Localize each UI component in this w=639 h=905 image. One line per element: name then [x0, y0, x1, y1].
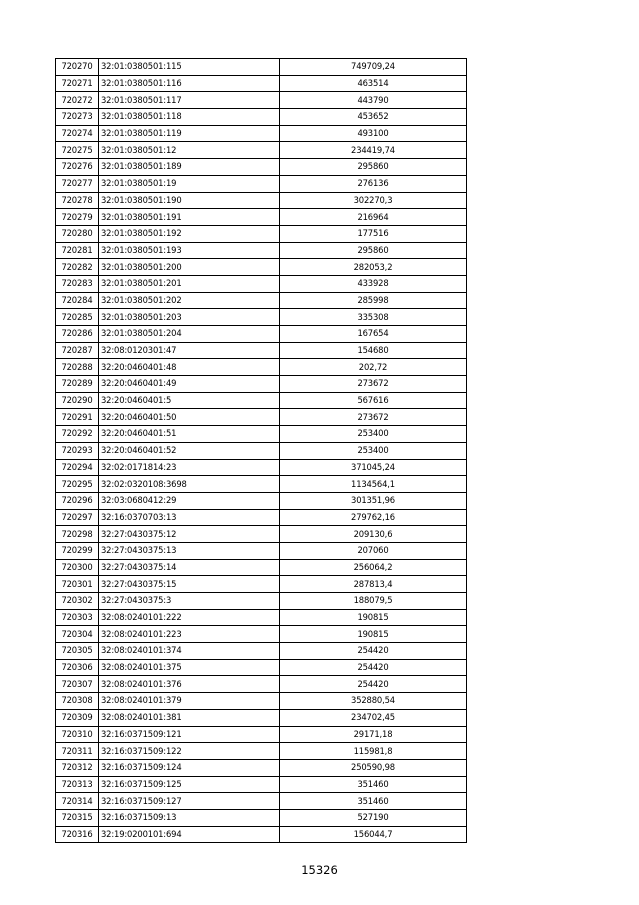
value-cell: 202,72 — [280, 359, 467, 376]
cadastral-number-cell: 32:08:0240101:222 — [99, 609, 280, 626]
value-cell: 352880,54 — [280, 693, 467, 710]
value-cell: 371045,24 — [280, 459, 467, 476]
value-cell: 463514 — [280, 75, 467, 92]
row-number-cell: 720280 — [56, 225, 99, 242]
cadastral-number-cell: 32:01:0380501:119 — [99, 125, 280, 142]
cadastral-number-cell: 32:27:0430375:13 — [99, 542, 280, 559]
table-row — [56, 259, 467, 276]
value-cell: 209130,6 — [280, 526, 467, 543]
cadastral-number-cell: 32:01:0380501:200 — [99, 259, 280, 276]
cadastral-number-cell: 32:20:0460401:52 — [99, 442, 280, 459]
table-row — [56, 526, 467, 543]
value-cell: 250590,98 — [280, 759, 467, 776]
cadastral-number-cell: 32:08:0120301:47 — [99, 342, 280, 359]
value-cell: 749709,24 — [280, 59, 467, 76]
cadastral-number-cell: 32:08:0240101:223 — [99, 626, 280, 643]
value-cell: 302270,3 — [280, 192, 467, 209]
table-row — [56, 559, 467, 576]
value-cell: 234702,45 — [280, 709, 467, 726]
value-cell: 216964 — [280, 209, 467, 226]
value-cell: 273672 — [280, 376, 467, 393]
cadastral-number-cell: 32:16:0371509:125 — [99, 776, 280, 793]
row-number-cell: 720311 — [56, 743, 99, 760]
value-cell: 1134564,1 — [280, 476, 467, 493]
table-row — [56, 542, 467, 559]
row-number-cell: 720276 — [56, 159, 99, 176]
row-number-cell: 720285 — [56, 309, 99, 326]
value-cell: 285998 — [280, 292, 467, 309]
value-cell: 190815 — [280, 609, 467, 626]
table-row — [56, 743, 467, 760]
cadastral-number-cell: 32:16:0371509:124 — [99, 759, 280, 776]
row-number-cell: 720273 — [56, 109, 99, 126]
value-cell: 188079,5 — [280, 593, 467, 610]
cadastral-number-cell: 32:16:0371509:127 — [99, 793, 280, 810]
table-row — [56, 59, 467, 76]
cadastral-number-cell: 32:01:0380501:117 — [99, 92, 280, 109]
table-row — [56, 726, 467, 743]
value-cell: 493100 — [280, 125, 467, 142]
cadastral-number-cell: 32:08:0240101:376 — [99, 676, 280, 693]
table-row — [56, 225, 467, 242]
value-cell: 295860 — [280, 159, 467, 176]
value-cell: 273672 — [280, 409, 467, 426]
row-number-cell: 720275 — [56, 142, 99, 159]
cadastral-number-cell: 32:16:0371509:121 — [99, 726, 280, 743]
cadastral-number-cell: 32:20:0460401:50 — [99, 409, 280, 426]
value-cell: 29171,18 — [280, 726, 467, 743]
row-number-cell: 720286 — [56, 326, 99, 343]
cadastral-number-cell: 32:16:0370703:13 — [99, 509, 280, 526]
value-cell: 234419,74 — [280, 142, 467, 159]
value-cell: 254420 — [280, 643, 467, 660]
row-number-cell: 720302 — [56, 593, 99, 610]
row-number-cell: 720307 — [56, 676, 99, 693]
cadastral-number-cell: 32:16:0371509:13 — [99, 809, 280, 826]
value-cell: 253400 — [280, 442, 467, 459]
value-cell: 351460 — [280, 793, 467, 810]
value-cell: 253400 — [280, 426, 467, 443]
value-cell: 453652 — [280, 109, 467, 126]
table-row — [56, 409, 467, 426]
cadastral-number-cell: 32:01:0380501:202 — [99, 292, 280, 309]
cadastral-number-cell: 32:01:0380501:19 — [99, 175, 280, 192]
table-row — [56, 92, 467, 109]
row-number-cell: 720303 — [56, 609, 99, 626]
cadastral-number-cell: 32:20:0460401:51 — [99, 426, 280, 443]
row-number-cell: 720290 — [56, 392, 99, 409]
table-row — [56, 643, 467, 660]
value-cell: 335308 — [280, 309, 467, 326]
table-row — [56, 359, 467, 376]
cadastral-number-cell: 32:02:0320108:3698 — [99, 476, 280, 493]
value-cell: 256064,2 — [280, 559, 467, 576]
row-number-cell: 720312 — [56, 759, 99, 776]
table-row — [56, 793, 467, 810]
table-row — [56, 309, 467, 326]
row-number-cell: 720288 — [56, 359, 99, 376]
cadastral-number-cell: 32:20:0460401:5 — [99, 392, 280, 409]
cadastral-number-cell: 32:01:0380501:12 — [99, 142, 280, 159]
table-row — [56, 693, 467, 710]
row-number-cell: 720281 — [56, 242, 99, 259]
cadastral-number-cell: 32:02:0171814:23 — [99, 459, 280, 476]
cadastral-number-cell: 32:27:0430375:3 — [99, 593, 280, 610]
table-row — [56, 159, 467, 176]
value-cell: 443790 — [280, 92, 467, 109]
row-number-cell: 720284 — [56, 292, 99, 309]
table-row — [56, 426, 467, 443]
value-cell: 167654 — [280, 326, 467, 343]
row-number-cell: 720309 — [56, 709, 99, 726]
value-cell: 433928 — [280, 275, 467, 292]
row-number-cell: 720316 — [56, 826, 99, 843]
cadastral-number-cell: 32:20:0460401:48 — [99, 359, 280, 376]
cadastral-number-cell: 32:01:0380501:201 — [99, 275, 280, 292]
value-cell: 254420 — [280, 676, 467, 693]
cadastral-number-cell: 32:27:0430375:14 — [99, 559, 280, 576]
value-cell: 154680 — [280, 342, 467, 359]
cadastral-number-cell: 32:08:0240101:379 — [99, 693, 280, 710]
cadastral-number-cell: 32:08:0240101:375 — [99, 659, 280, 676]
table-row — [56, 626, 467, 643]
value-cell: 156044,7 — [280, 826, 467, 843]
row-number-cell: 720277 — [56, 175, 99, 192]
value-cell: 276136 — [280, 175, 467, 192]
value-cell: 282053,2 — [280, 259, 467, 276]
row-number-cell: 720314 — [56, 793, 99, 810]
table-row — [56, 509, 467, 526]
value-cell: 207060 — [280, 542, 467, 559]
table-row — [56, 75, 467, 92]
cadastral-number-cell: 32:20:0460401:49 — [99, 376, 280, 393]
row-number-cell: 720292 — [56, 426, 99, 443]
table-row — [56, 342, 467, 359]
value-cell: 279762,16 — [280, 509, 467, 526]
row-number-cell: 720308 — [56, 693, 99, 710]
cadastral-number-cell: 32:01:0380501:116 — [99, 75, 280, 92]
cadastral-number-cell: 32:01:0380501:190 — [99, 192, 280, 209]
row-number-cell: 720294 — [56, 459, 99, 476]
row-number-cell: 720274 — [56, 125, 99, 142]
row-number-cell: 720291 — [56, 409, 99, 426]
row-number-cell: 720315 — [56, 809, 99, 826]
row-number-cell: 720271 — [56, 75, 99, 92]
page-number: 15326 — [301, 863, 338, 877]
table-row — [56, 609, 467, 626]
value-cell: 301351,96 — [280, 492, 467, 509]
value-cell: 567616 — [280, 392, 467, 409]
table-row — [56, 442, 467, 459]
row-number-cell: 720304 — [56, 626, 99, 643]
table-row — [56, 392, 467, 409]
value-cell: 254420 — [280, 659, 467, 676]
row-number-cell: 720283 — [56, 275, 99, 292]
row-number-cell: 720270 — [56, 59, 99, 76]
table-row — [56, 142, 467, 159]
cadastral-number-cell: 32:16:0371509:122 — [99, 743, 280, 760]
table-row — [56, 476, 467, 493]
table-row — [56, 709, 467, 726]
table-body — [56, 59, 467, 843]
table-row — [56, 576, 467, 593]
table-row — [56, 593, 467, 610]
row-number-cell: 720305 — [56, 643, 99, 660]
table-row — [56, 326, 467, 343]
value-cell: 177516 — [280, 225, 467, 242]
table-row — [56, 292, 467, 309]
table-row — [56, 759, 467, 776]
table-row — [56, 209, 467, 226]
row-number-cell: 720289 — [56, 376, 99, 393]
table-row — [56, 659, 467, 676]
row-number-cell: 720287 — [56, 342, 99, 359]
table-row — [56, 192, 467, 209]
value-cell: 295860 — [280, 242, 467, 259]
cadastral-number-cell: 32:01:0380501:191 — [99, 209, 280, 226]
cadastral-number-cell: 32:01:0380501:193 — [99, 242, 280, 259]
table-row — [56, 776, 467, 793]
table-row — [56, 275, 467, 292]
table-row — [56, 242, 467, 259]
row-number-cell: 720299 — [56, 542, 99, 559]
row-number-cell: 720306 — [56, 659, 99, 676]
row-number-cell: 720279 — [56, 209, 99, 226]
cadastral-number-cell: 32:01:0380501:118 — [99, 109, 280, 126]
cadastral-number-cell: 32:27:0430375:12 — [99, 526, 280, 543]
row-number-cell: 720272 — [56, 92, 99, 109]
table-row — [56, 826, 467, 843]
cadastral-number-cell: 32:01:0380501:115 — [99, 59, 280, 76]
row-number-cell: 720310 — [56, 726, 99, 743]
table-row — [56, 175, 467, 192]
cadastral-number-cell: 32:08:0240101:381 — [99, 709, 280, 726]
value-cell: 527190 — [280, 809, 467, 826]
table-row — [56, 492, 467, 509]
value-cell: 115981,8 — [280, 743, 467, 760]
value-cell: 190815 — [280, 626, 467, 643]
cadastral-number-cell: 32:19:0200101:694 — [99, 826, 280, 843]
row-number-cell: 720300 — [56, 559, 99, 576]
table-row — [56, 109, 467, 126]
cadastral-number-cell: 32:03:0680412:29 — [99, 492, 280, 509]
row-number-cell: 720278 — [56, 192, 99, 209]
table-row — [56, 459, 467, 476]
table-row — [56, 376, 467, 393]
value-cell: 287813,4 — [280, 576, 467, 593]
table-row — [56, 809, 467, 826]
cadastral-value-table — [55, 58, 467, 843]
table-row — [56, 125, 467, 142]
row-number-cell: 720301 — [56, 576, 99, 593]
cadastral-number-cell: 32:08:0240101:374 — [99, 643, 280, 660]
row-number-cell: 720297 — [56, 509, 99, 526]
cadastral-number-cell: 32:01:0380501:189 — [99, 159, 280, 176]
cadastral-number-cell: 32:27:0430375:15 — [99, 576, 280, 593]
row-number-cell: 720313 — [56, 776, 99, 793]
cadastral-number-cell: 32:01:0380501:204 — [99, 326, 280, 343]
table-row — [56, 676, 467, 693]
row-number-cell: 720293 — [56, 442, 99, 459]
row-number-cell: 720298 — [56, 526, 99, 543]
value-cell: 351460 — [280, 776, 467, 793]
row-number-cell: 720296 — [56, 492, 99, 509]
row-number-cell: 720295 — [56, 476, 99, 493]
cadastral-number-cell: 32:01:0380501:192 — [99, 225, 280, 242]
cadastral-number-cell: 32:01:0380501:203 — [99, 309, 280, 326]
row-number-cell: 720282 — [56, 259, 99, 276]
